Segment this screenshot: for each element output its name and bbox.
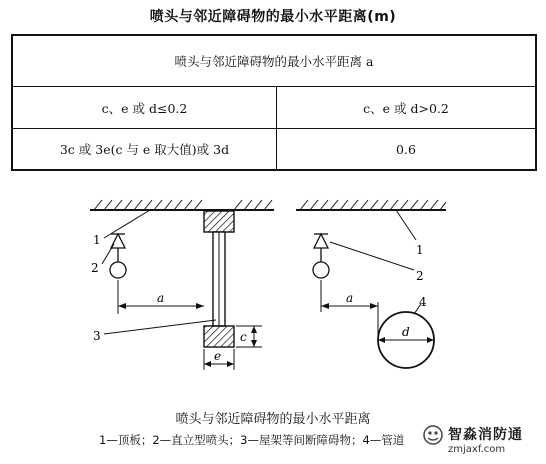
table-condition-row (12, 87, 536, 129)
label-d: d (402, 325, 410, 339)
left-dimension-a (118, 280, 204, 314)
right-label-a: a (346, 291, 354, 305)
condition-large-cell: c、e 或 d>0.2 (277, 87, 537, 129)
right-sprinkler (313, 234, 329, 278)
watermark-name: 智淼消防通 (448, 427, 523, 443)
watermark-url: zmjaxf.com (448, 444, 506, 455)
distance-table (11, 34, 537, 171)
label-c: c (240, 330, 247, 344)
dimension-c (236, 326, 262, 347)
callout-4: 4 (419, 295, 427, 309)
callout-1-left: 1 (93, 233, 101, 247)
right-ceiling (296, 200, 446, 210)
figure-legend: 1—顶板；2—直立型喷头；3—屋架等间断障碍物；4—管道 (99, 433, 405, 447)
condition-small-cell: c、e 或 d≤0.2 (12, 87, 277, 129)
table-header-cell: 喷头与邻近障碍物的最小水平距离 a (12, 35, 536, 87)
truss-obstacle (204, 211, 234, 347)
table-value-row (12, 129, 536, 171)
left-ceiling (90, 200, 274, 210)
label-e: e (214, 349, 222, 363)
watermark (420, 418, 546, 464)
table-header-row (12, 35, 536, 87)
callout-3: 3 (93, 329, 101, 343)
right-dimension-a (321, 280, 378, 340)
figure-caption: 喷头与邻近障碍物的最小水平距离 (175, 412, 371, 427)
left-callouts (91, 210, 216, 343)
right-callouts (330, 210, 427, 314)
watermark-logo-icon (422, 424, 444, 446)
table-title: 喷头与邻近障碍物的最小水平距离(m) (149, 9, 397, 25)
callout-2-right: 2 (416, 269, 424, 283)
left-label-a: a (157, 291, 165, 305)
obstacle-diagram (0, 178, 546, 404)
value-small-cell: 3c 或 3e(c 与 e 取大值)或 3d (12, 129, 277, 171)
pipe-obstacle (378, 312, 434, 368)
callout-2-left: 2 (91, 261, 99, 275)
value-large-cell: 0.6 (277, 129, 537, 171)
callout-1-right: 1 (416, 243, 424, 257)
dimension-e (204, 349, 234, 370)
left-sprinkler (110, 234, 126, 278)
